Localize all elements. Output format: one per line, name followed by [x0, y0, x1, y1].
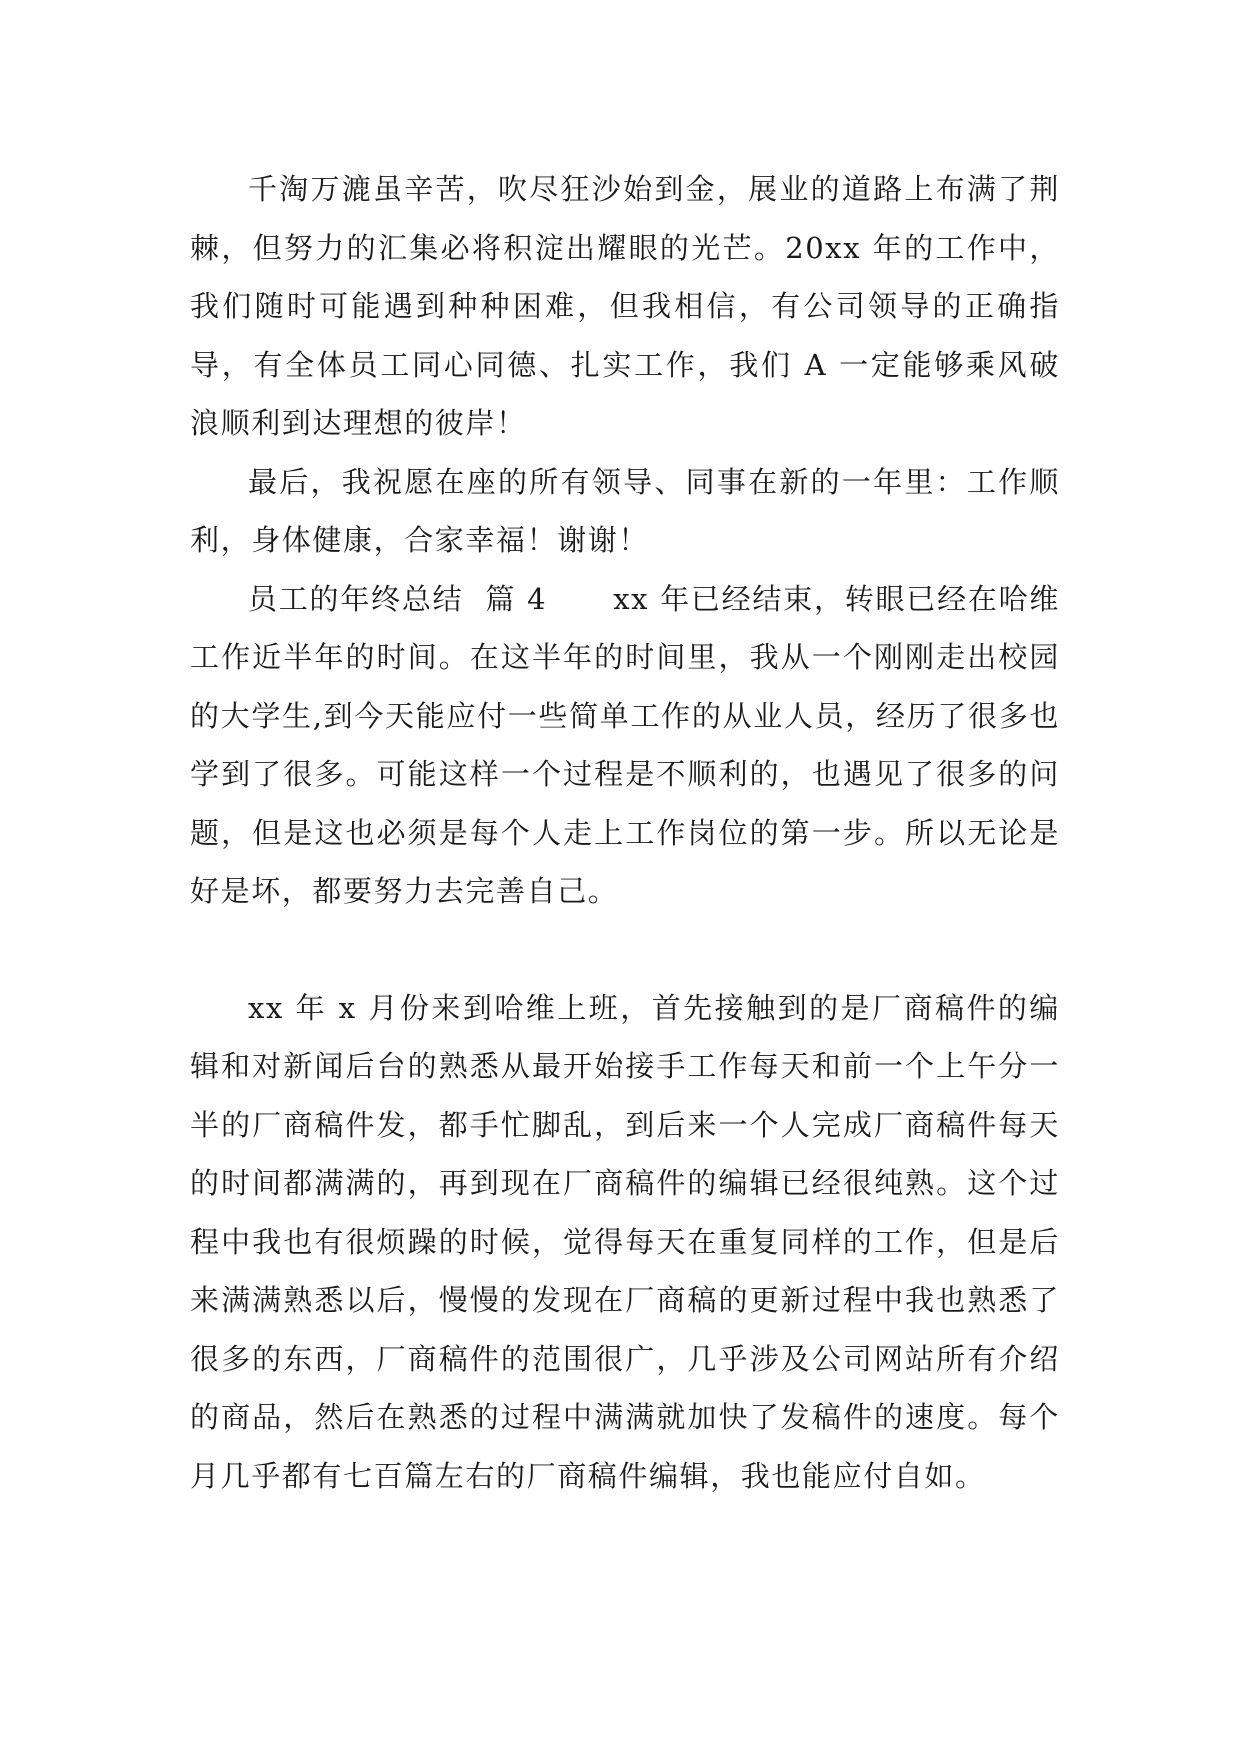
paragraph-work-experience: xx 年 x 月份来到哈维上班，首先接触到的是厂商稿件的编辑和对新闻后台的熟悉从最开始接手工作每天和前一个上午分一半的厂商稿件发，都手忙脚乱，到后来一个人完成厂商稿件每天的时间都满满的，再到现在厂商稿件的编辑已经很纯熟。这个过程中我也有很烦躁的时候，觉得每天在重复同样的工作，但是后来满满熟悉以后，慢慢的发现在厂商稿的更新过程中我也熟悉了很多的东西，厂商稿件的范围很广，几乎涉及公司网站所有介绍的商品，然后在熟悉的过程中满满就加快了发稿件的速度。每个月几乎都有七百篇左右的厂商稿件编辑，我也能应付自如。 — [190, 990, 1060, 1493]
document-body — [190, 160, 1060, 1505]
paragraph-summary-intro: 员工的年终总结 篇 4 xx 年已经结束，转眼已经在哈维工作近半年的时间。在这半年的时间里，我从一个刚刚走出校园的大学生,到今天能应付一些简单工作的从业人员，经历了很多也学到了很多。可能这样一个过程是不顺利的，也遇见了很多的问题，但是这也必须是每个人走上工作岗位的第一步。所以无论是好是坏，都要努力去完善自己。 — [190, 581, 1060, 908]
paragraph-closing-wishes: 最后，我祝愿在座的所有领导、同事在新的一年里：工作顺利，身体健康，合家幸福！谢谢！ — [190, 464, 1060, 557]
paragraph-spacer — [190, 921, 1060, 979]
paragraph-closing-outlook: 千淘万漉虽辛苦，吹尽狂沙始到金，展业的道路上布满了荆棘，但努力的汇集必将积淀出耀眼的光芒。20xx 年的工作中，我们随时可能遇到种种困难，但我相信，有公司领导的正确指导，有全体员工同心同德、扎实工作，我们 A 一定能够乘风破浪顺利到达理想的彼岸！ — [190, 172, 1060, 440]
